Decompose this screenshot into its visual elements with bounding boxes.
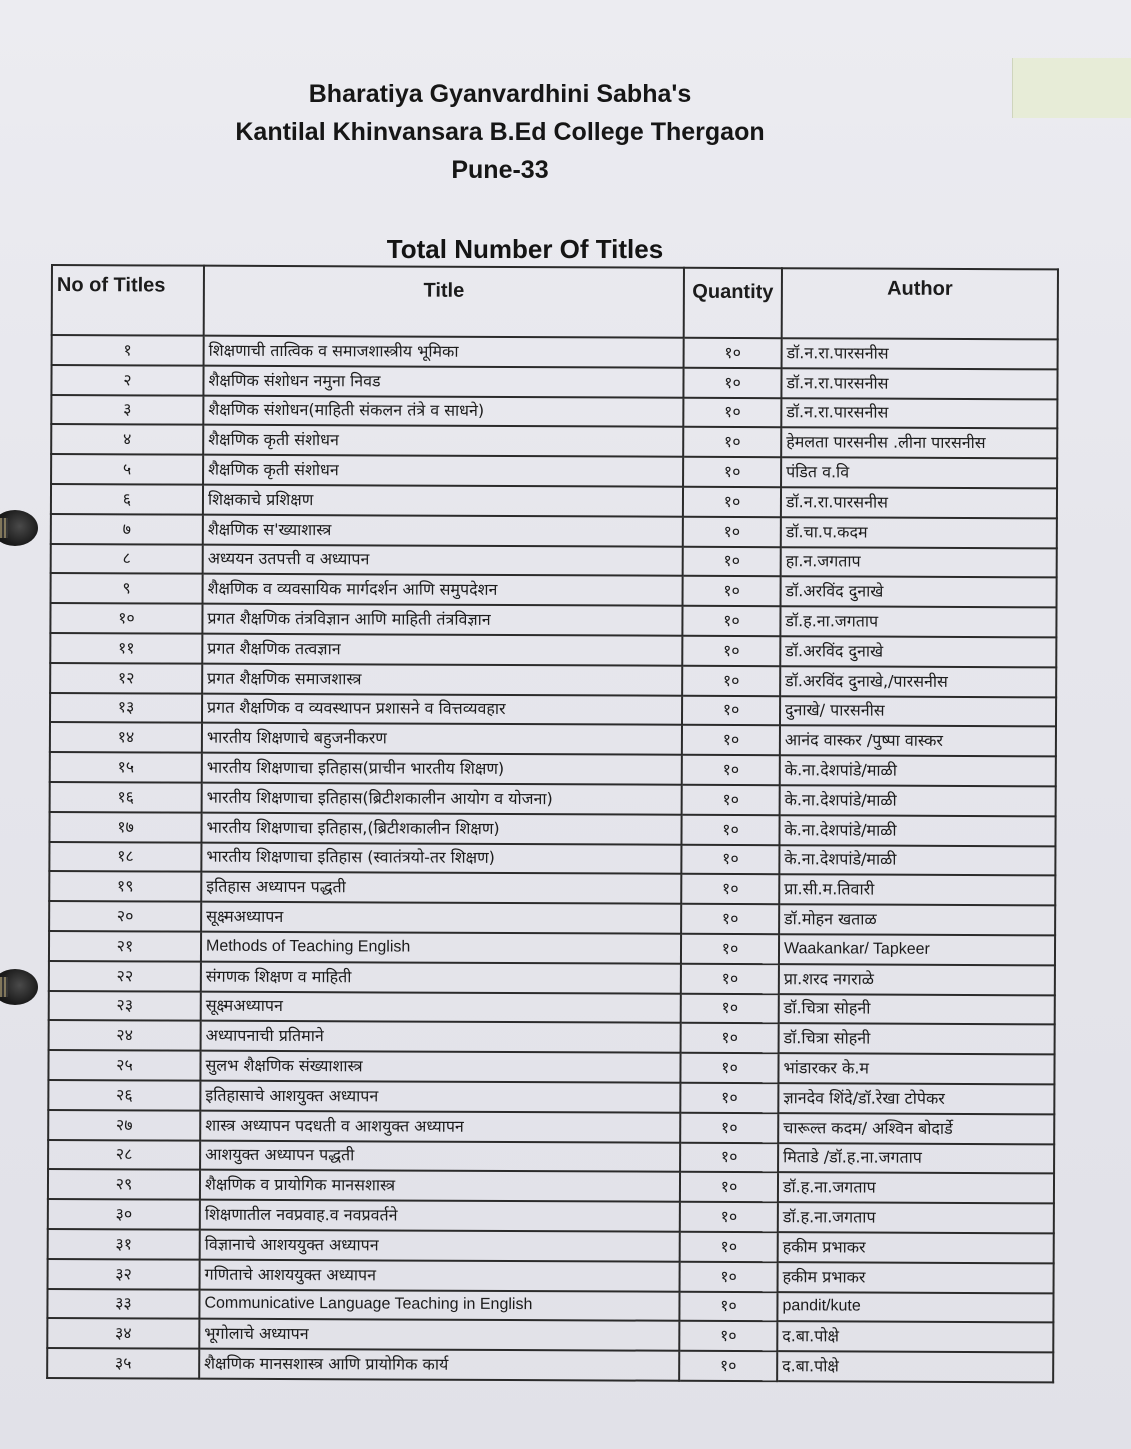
author-cell: pandit/kute (777, 1292, 1053, 1323)
author-cell: डॉ.अरविंद दुनाखे (780, 636, 1056, 667)
author-cell: डॉ.मोहन खताळ (779, 904, 1055, 935)
title-cell: शास्त्र अध्यापन पदधती व आशयुक्त अध्यापन (200, 1110, 680, 1142)
paper-tab-strip (1012, 58, 1131, 118)
title-number-cell: ३३ (47, 1288, 199, 1318)
title-cell: इतिहासाचे आशयुक्त अध्यापन (200, 1081, 680, 1113)
title-cell: शैक्षणिक संशोधन नमुना निवड (203, 365, 683, 397)
quantity-cell: १० (681, 844, 779, 874)
title-cell: शैक्षणिक संशोधन(माहिती संकलन तंत्रे व साधने) (203, 395, 683, 427)
author-cell: भांडारकर के.म (778, 1053, 1054, 1084)
quantity-cell: १० (680, 1053, 778, 1083)
header-line-city: Pune-33 (451, 156, 549, 184)
author-cell: डॉ.चा.प.कदम (781, 517, 1057, 548)
table-row (48, 1110, 1054, 1144)
title-number-cell: २६ (48, 1080, 200, 1110)
title-cell: प्रगत शैक्षणिक व व्यवस्थापन प्रशासने व वित्तव्यवहार (202, 693, 682, 725)
author-cell: द.बा.पोक्षे (777, 1351, 1053, 1382)
quantity-cell: १० (683, 487, 781, 517)
title-cell: प्रगत शैक्षणिक तंत्रविज्ञान आणि माहिती तंत्रविज्ञान (202, 604, 682, 636)
author-cell: डॉ.अरविंद दुनाखे (781, 577, 1057, 608)
author-cell: डॉ.चित्रा सोहनी (779, 1024, 1055, 1055)
quantity-cell: १० (682, 785, 780, 815)
table-row (48, 1050, 1054, 1084)
table-row (49, 842, 1055, 876)
author-cell: हकीम प्रभाकर (778, 1262, 1054, 1293)
author-cell: के.ना.देशपांडे/माळी (780, 785, 1056, 816)
table-row (48, 1080, 1054, 1114)
quantity-cell: १० (681, 904, 779, 934)
author-cell: प्रा.सी.म.तिवारी (779, 875, 1055, 906)
title-number-cell: ११ (50, 633, 202, 663)
title-cell: इतिहास अध्यापन पद्धती (201, 872, 681, 904)
title-number-cell: ३२ (48, 1259, 200, 1289)
title-number-cell: २९ (48, 1169, 200, 1199)
title-cell: सुलभ शैक्षणिक संख्याशास्त्र (200, 1051, 680, 1083)
title-cell: भारतीय शिक्षणाचा इतिहास(ब्रिटीशकालीन आयोग व योजना) (202, 783, 682, 815)
quantity-cell: १० (682, 666, 780, 696)
title-cell: भारतीय शिक्षणाचे बहुजनीकरण (202, 723, 682, 755)
author-cell: डॉ.ह.ना.जगताप (778, 1172, 1054, 1203)
author-cell: के.ना.देशपांडे/माळी (780, 755, 1056, 786)
title-number-cell: १ (52, 335, 204, 365)
header-line-sabha: Bharatiya Gyanvardhini Sabha's (308, 80, 692, 108)
title-number-cell: ८ (51, 544, 203, 574)
author-cell: डॉ.न.रा.पारसनीस (781, 368, 1057, 399)
table-row (51, 544, 1057, 578)
table-row (49, 1020, 1055, 1054)
quantity-cell: १० (679, 1351, 777, 1381)
quantity-cell: १० (683, 427, 781, 457)
title-number-cell: ३५ (47, 1348, 199, 1378)
title-number-cell: ५ (51, 454, 203, 484)
author-cell: डॉ.चित्रा सोहनी (779, 994, 1055, 1025)
quantity-cell: १० (680, 1083, 778, 1113)
author-cell: हा.न.जगताप (781, 547, 1057, 578)
college-header (150, 75, 850, 189)
quantity-cell: १० (683, 368, 781, 398)
document-title: Total Number Of Titles (386, 234, 664, 264)
author-cell: ज्ञानदेव शिंदे/डॉ.रेखा टोपेकर (778, 1083, 1054, 1114)
title-number-cell: ३ (51, 395, 203, 425)
title-cell: भारतीय शिक्षणाचा इतिहास(प्राचीन भारतीय शिक्षण) (202, 753, 682, 785)
title-cell: Communicative Language Teaching in English (199, 1289, 679, 1321)
title-cell: भारतीय शिक्षणाचा इतिहास,(ब्रिटीशकालीन शिक्षण) (201, 812, 681, 844)
column-header-title: Title (204, 266, 684, 338)
table-row (49, 931, 1055, 965)
author-cell: प्रा.शरद नगराळे (779, 964, 1055, 995)
quantity-cell: १० (684, 338, 782, 368)
title-cell: अध्यापनाची प्रतिमाने (201, 1021, 681, 1053)
title-number-cell: २४ (49, 1020, 201, 1050)
quantity-cell: १० (682, 606, 780, 636)
quantity-cell: १० (680, 1172, 778, 1202)
table-row (48, 1199, 1054, 1233)
binder-ring (0, 969, 38, 1005)
author-cell: डॉ.न.रा.पारसनीस (781, 487, 1057, 518)
quantity-cell: १० (683, 517, 781, 547)
quantity-cell: १० (682, 725, 780, 755)
title-number-cell: २७ (48, 1110, 200, 1140)
table-row (50, 603, 1056, 637)
quantity-cell: १० (683, 457, 781, 487)
author-cell: हकीम प्रभाकर (778, 1232, 1054, 1263)
table-row (49, 901, 1055, 935)
quantity-cell: १० (681, 1023, 779, 1053)
quantity-cell: १० (683, 397, 781, 427)
title-number-cell: २५ (48, 1050, 200, 1080)
column-header-author: Author (782, 268, 1058, 339)
title-cell: Methods of Teaching English (201, 932, 681, 964)
author-cell: के.ना.देशपांडे/माळी (779, 815, 1055, 846)
title-cell: शैक्षणिक व व्यवसायिक मार्गदर्शन आणि समुपदेशन (203, 574, 683, 606)
table-row (49, 812, 1055, 846)
title-number-cell: २२ (49, 961, 201, 991)
author-cell: के.ना.देशपांडे/माळी (779, 845, 1055, 876)
author-cell: चारूल्त कदम/ अश्विन बोदार्डे (778, 1113, 1054, 1144)
title-number-cell: ७ (51, 514, 203, 544)
table-row (50, 752, 1056, 786)
table-row (50, 633, 1056, 667)
author-cell: डॉ.न.रा.पारसनीस (782, 338, 1058, 369)
title-number-cell: १३ (50, 693, 202, 723)
table-row (50, 663, 1056, 697)
title-cell: शिक्षणातील नवप्रवाह.व नवप्रवर्तने (200, 1200, 680, 1232)
quantity-cell: १० (681, 963, 779, 993)
title-number-cell: ४ (51, 424, 203, 454)
quantity-cell: १० (680, 1232, 778, 1262)
quantity-cell: १० (680, 1112, 778, 1142)
quantity-cell: १० (680, 1142, 778, 1172)
author-cell: Waakankar/ Tapkeer (779, 934, 1055, 965)
title-number-cell: १४ (50, 722, 202, 752)
author-cell: डॉ.ह.ना.जगताप (778, 1202, 1054, 1233)
title-cell: प्रगत शैक्षणिक तत्वज्ञान (202, 634, 682, 666)
author-cell: मिताडे /डॉ.ह.ना.जगताप (778, 1143, 1054, 1174)
title-number-cell: १७ (49, 812, 201, 842)
title-number-cell: १८ (49, 842, 201, 872)
titles-table (46, 264, 1059, 1383)
table-header-row (52, 265, 1058, 339)
title-number-cell: ६ (51, 484, 203, 514)
quantity-cell: १० (679, 1291, 777, 1321)
table-row (48, 1259, 1054, 1293)
author-cell: डॉ.ह.ना.जगताप (780, 606, 1056, 637)
table-row (51, 365, 1057, 399)
table-row (48, 1229, 1054, 1263)
table-row (48, 1140, 1054, 1174)
table-row (49, 871, 1055, 905)
title-number-cell: ३४ (47, 1318, 199, 1348)
title-number-cell: २० (49, 901, 201, 931)
quantity-cell: १० (680, 1261, 778, 1291)
title-number-cell: ३१ (48, 1229, 200, 1259)
title-cell: सूक्ष्मअध्यापन (201, 902, 681, 934)
title-number-cell: १९ (49, 871, 201, 901)
title-number-cell: १० (50, 603, 202, 633)
title-cell: अध्ययन उतपत्ती व अध्यापन (203, 544, 683, 576)
author-cell: द.बा.पोक्षे (777, 1321, 1053, 1352)
table-row (49, 991, 1055, 1025)
table-row (51, 514, 1057, 548)
quantity-cell: १० (682, 755, 780, 785)
quantity-cell: १० (679, 1321, 777, 1351)
title-cell: प्रगत शैक्षणिक समाजशास्त्र (202, 663, 682, 695)
table-body (47, 335, 1058, 1382)
table-row (50, 782, 1056, 816)
title-number-cell: २८ (48, 1140, 200, 1170)
title-cell: शैक्षणिक मानसशास्त्र आणि प्रायोगिक कार्य (199, 1349, 679, 1381)
table-row (50, 722, 1056, 756)
author-cell: आनंद वास्कर /पुष्पा वास्कर (780, 726, 1056, 757)
table-row (47, 1348, 1053, 1382)
author-cell: डॉ.न.रा.पारसनीस (781, 398, 1057, 429)
quantity-cell: १० (683, 576, 781, 606)
title-cell: शिक्षणाची तात्विक व समाजशास्त्रीय भूमिका (204, 336, 684, 368)
table-row (49, 961, 1055, 995)
quantity-cell: १० (681, 815, 779, 845)
title-cell: शैक्षणिक कृती संशोधन (203, 425, 683, 457)
title-number-cell: १२ (50, 663, 202, 693)
quantity-cell: १० (682, 636, 780, 666)
table-row (51, 573, 1057, 607)
column-header-no: No of Titles (52, 265, 204, 336)
quantity-cell: १० (682, 695, 780, 725)
title-cell: शिक्षकाचे प्रशिक्षण (203, 485, 683, 517)
author-cell: हेमलता पारसनीस .लीना पारसनीस (781, 428, 1057, 459)
title-cell: आशयुक्त अध्यापन पद्धती (200, 1140, 680, 1172)
title-cell: संगणक शिक्षण व माहिती (201, 961, 681, 993)
quantity-cell: १० (681, 934, 779, 964)
quantity-cell: १० (683, 546, 781, 576)
table-row (52, 335, 1058, 369)
table-row (48, 1169, 1054, 1203)
author-cell: पंडित व.वि (781, 457, 1057, 488)
column-header-quantity: Quantity (684, 268, 782, 338)
quantity-cell: १० (681, 874, 779, 904)
title-cell: गणिताचे आशययुक्त अध्यापन (200, 1259, 680, 1291)
table-row (51, 454, 1057, 488)
title-cell: शैक्षणिक व प्रायोगिक मानसशास्त्र (200, 1170, 680, 1202)
title-cell: भूगोलाचे अध्यापन (199, 1319, 679, 1351)
title-cell: शैक्षणिक स'ख्याशास्त्र (203, 514, 683, 546)
title-cell: विज्ञानाचे आशययुक्त अध्यापन (200, 1230, 680, 1262)
title-number-cell: २३ (49, 991, 201, 1021)
table-row (51, 424, 1057, 458)
title-number-cell: २ (51, 365, 203, 395)
table-row (51, 484, 1057, 518)
quantity-cell: १० (680, 1202, 778, 1232)
table-row (51, 395, 1057, 429)
header-line-college: Kantilal Khinvansara B.Ed College Thergaon (235, 118, 765, 146)
table-row (47, 1318, 1053, 1352)
title-number-cell: १५ (50, 752, 202, 782)
table-row (50, 693, 1056, 727)
title-cell: शैक्षणिक कृती संशोधन (203, 455, 683, 487)
table-row (47, 1288, 1053, 1322)
author-cell: दुनाखे/ पारसनीस (780, 696, 1056, 727)
title-number-cell: ३० (48, 1199, 200, 1229)
title-number-cell: १६ (50, 782, 202, 812)
binder-ring (0, 510, 38, 546)
title-cell: भारतीय शिक्षणाचा इतिहास (स्वातंत्रयो-तर शिक्षण) (201, 842, 681, 874)
quantity-cell: १० (681, 993, 779, 1023)
title-number-cell: ९ (51, 573, 203, 603)
title-cell: सूक्ष्मअध्यापन (201, 991, 681, 1023)
author-cell: डॉ.अरविंद दुनाखे,/पारसनीस (780, 666, 1056, 697)
title-number-cell: २१ (49, 931, 201, 961)
